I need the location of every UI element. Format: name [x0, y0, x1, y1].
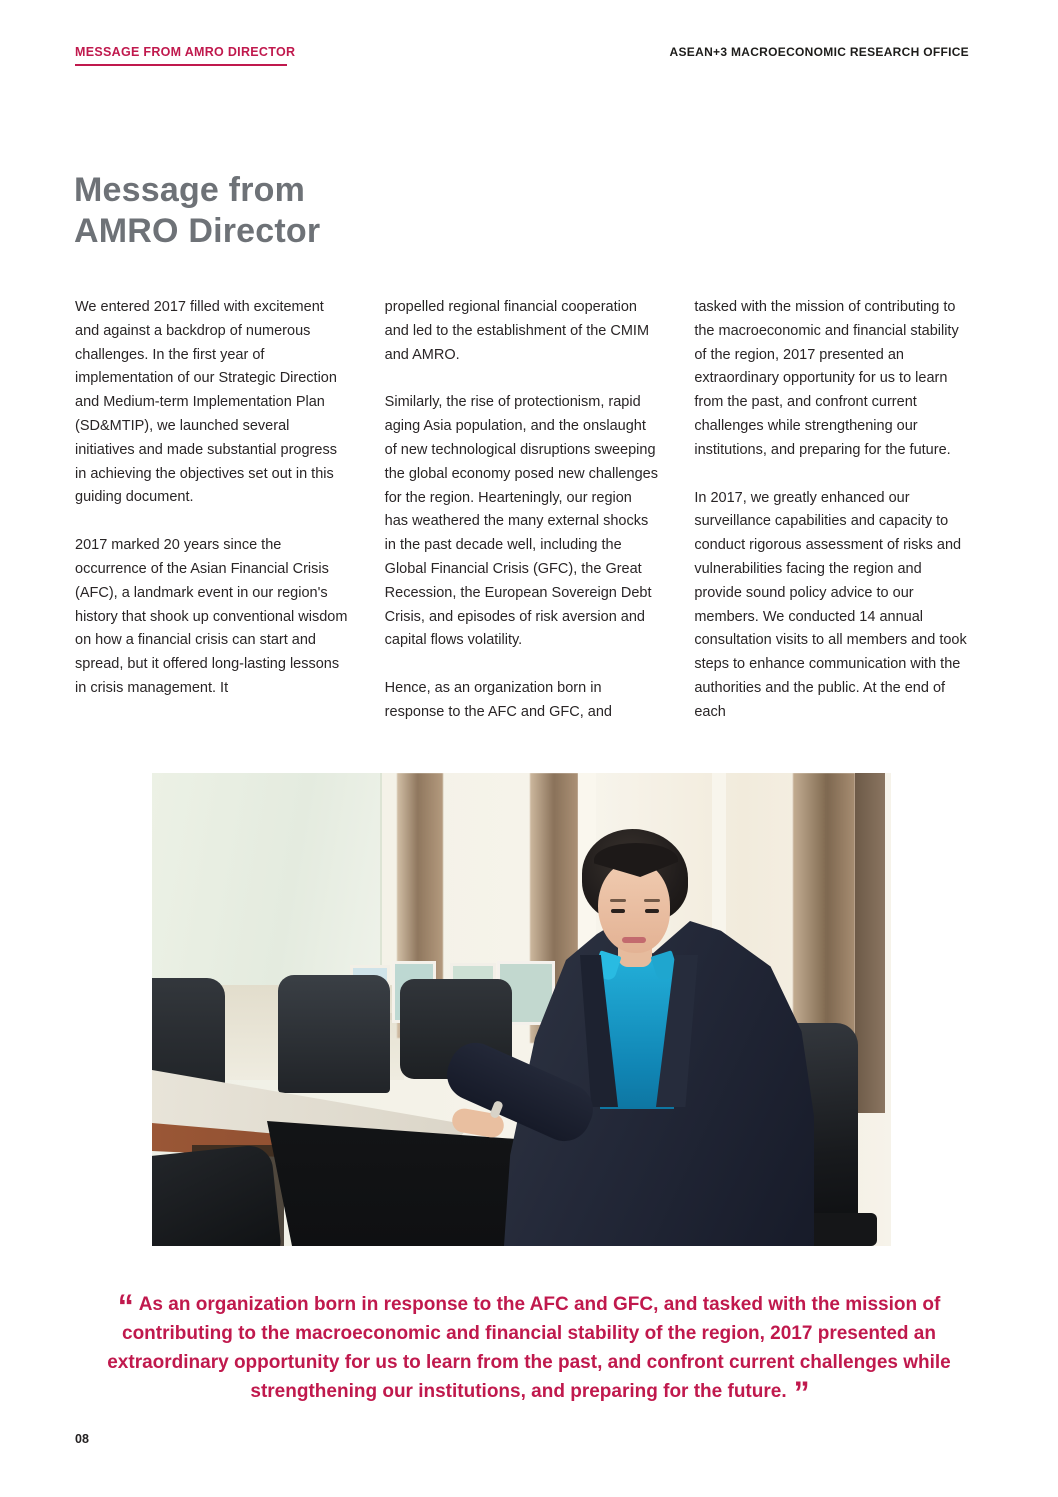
body-column-3	[694, 296, 968, 725]
director-photo	[152, 773, 891, 1246]
photo-office-chair	[152, 1143, 283, 1246]
paragraph: We entered 2017 filled with excitement and against a backdrop of numerous challenges. In the first year of implementation of our Strategic Direction and Medium-term Implementation Plan (SD&MTIP), we launched several initiatives and made substantial progress in achieving the objectives set out in this guiding document.	[75, 299, 337, 506]
paragraph: Hence, as an organization born in response to the AFC and GFC, and	[384, 680, 612, 720]
photo-office-chair	[278, 975, 390, 1093]
paragraph: 2017 marked 20 years since the occurrence of the Asian Financial Crisis (AFC), a landmark event in our region's history that shook up conventional wisdom on how a financial crisis can start and spread, but it offered long-lasting lessons in crisis management. It	[75, 537, 348, 696]
photo-window-frame	[855, 773, 885, 1113]
close-quote-icon: ”	[793, 1375, 808, 1411]
page-title	[74, 170, 320, 252]
open-quote-icon: “	[117, 1288, 132, 1324]
paragraph: Similarly, the rise of protectionism, rapid aging Asia population, and the onslaught of new technological disruptions sweeping the global economy posed new challenges for the region. Hearteningly, our region has weathered the many external shocks in the past decade well, including the Global Financial Crisis (GFC), the Great Recession, the European Sovereign Debt Crisis, and episodes of risk aversion and capital flows volatility.	[384, 394, 658, 649]
photo-face-brow	[644, 899, 660, 902]
paragraph: tasked with the mission of contributing to the macroeconomic and financial stability of the region, 2017 presented an extraordinary opportunity for us to learn from the past, and confront current challenges while strengthening our institutions, and preparing for the future.	[694, 299, 959, 458]
photo-whiteboard	[152, 773, 382, 985]
page-title-line1: Message from	[74, 170, 306, 209]
photo-face-mouth	[622, 937, 646, 943]
photo-face-eye	[645, 909, 659, 913]
paragraph: In 2017, we greatly enhanced our surveillance capabilities and capacity to conduct rigorous assessment of risks and vulnerabilities facing the region and provide sound policy advice to our members. We conducted 14 annual consultation visits to all members and took steps to enhance communication with the authorities and the public. At the end of each	[694, 489, 967, 720]
running-header-right: ASEAN+3 MACROECONOMIC RESEARCH OFFICE	[669, 45, 969, 59]
photo-face-brow	[610, 899, 626, 902]
page-number: 08	[75, 1432, 89, 1446]
pull-quote	[81, 1288, 977, 1411]
running-header-left: MESSAGE FROM AMRO DIRECTOR	[75, 45, 296, 59]
photo-face-eye	[611, 909, 625, 913]
paragraph: propelled regional financial cooperation and led to the establishment of the CMIM and AMRO.	[384, 299, 650, 363]
page-title-line2: AMRO Director	[74, 211, 321, 250]
header-rule	[75, 64, 287, 66]
body-column-2	[385, 296, 659, 725]
body-columns	[75, 296, 968, 725]
pull-quote-text: As an organization born in response to the AFC and GFC, and tasked with the mission of contributing to the macroeconomic and financial stability of the region, 2017 presented an extraordinary opportunity for us to learn from the past, and confront current challenges while strengthening our institutions, and preparing for the future.	[107, 1294, 951, 1402]
body-column-1	[75, 296, 349, 725]
